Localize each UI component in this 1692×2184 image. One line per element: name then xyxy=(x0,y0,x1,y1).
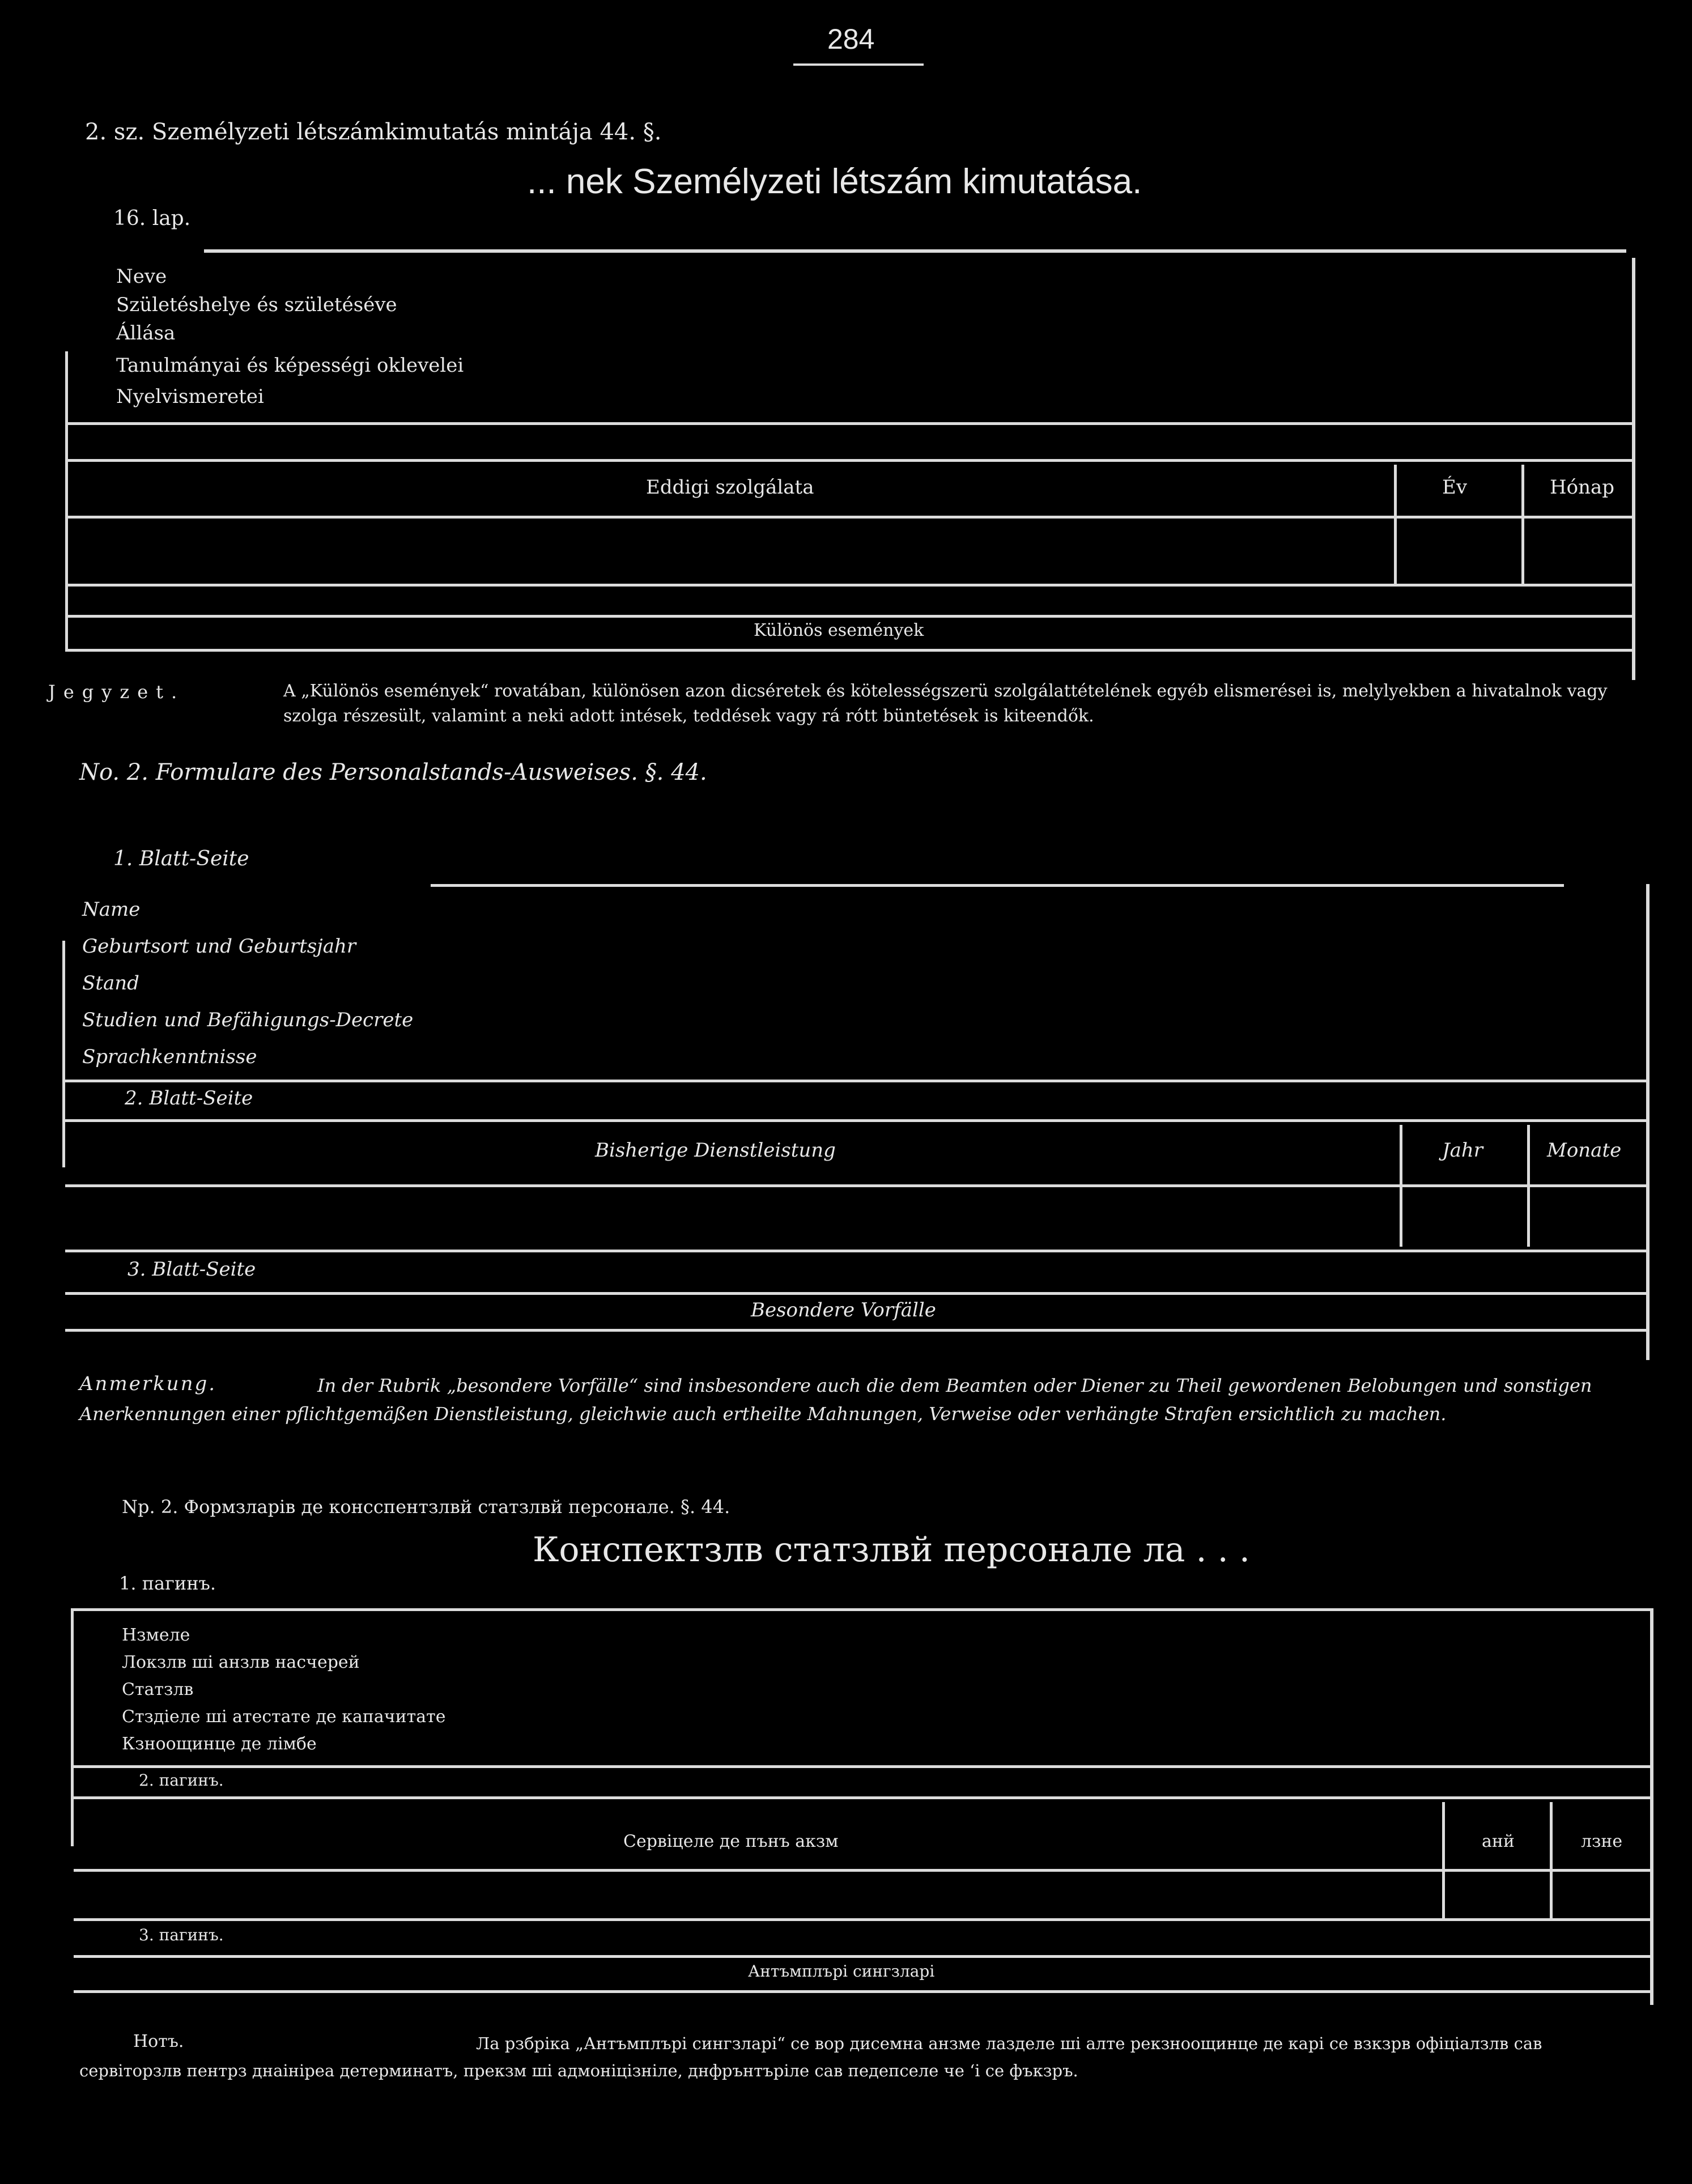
ro-month-header: лзне xyxy=(1581,1832,1623,1851)
ro-page2-label: 2. пагинъ. xyxy=(139,1771,224,1790)
ro-page1-label: 1. пагинъ. xyxy=(119,1573,216,1594)
ro-rule-4 xyxy=(74,1918,1650,1921)
page-number-underline xyxy=(793,63,924,66)
hu-top-rule xyxy=(204,249,1626,253)
hu-field-studies: Tanulmányai és képességi oklevelei xyxy=(116,354,464,377)
hu-service-header: Eddigi szolgálata xyxy=(646,476,814,499)
hu-note-label: Jegyzet. xyxy=(48,681,185,703)
de-rule-4 xyxy=(65,1250,1646,1252)
de-page3-label: 3. Blatt-Seite xyxy=(127,1258,256,1281)
hu-year-header: Év xyxy=(1442,476,1468,499)
ro-note-label: Нотъ. xyxy=(133,2032,184,2051)
ro-page3-label: 3. пагинъ. xyxy=(139,1926,224,1944)
hu-page-label: 16. lap. xyxy=(113,207,191,230)
de-note-text: In der Rubrik „besondere Vorfälle“ sind insbesondere auch die dem Beamten oder Diener zu Theil gewordenen Belobungen und sonstigen Anerkennungen einer pflichtgemäßen Dienstleistung, gleichwie auch ertheilte Mahnungen, Verweise oder verhängte Strafen ersichtlich zu machen. xyxy=(79,1375,1592,1425)
page-number: 284 xyxy=(827,23,875,55)
de-field-status: Stand xyxy=(82,972,139,995)
ro-field-name: Нзмеле xyxy=(122,1625,190,1645)
ro-field-status: Статзлв xyxy=(122,1680,194,1699)
de-field-languages: Sprachkenntnisse xyxy=(82,1046,257,1068)
de-year-header: Jahr xyxy=(1442,1139,1483,1162)
ro-left-border xyxy=(71,1608,74,1846)
ro-note-text: Ла рзбрiка „Антъмплърi сингзларi“ се вор дисемна анзме лазделе шi алте рекзноощинце де карi се взкзрв офiцiалзлв сав сервiторзлв пентрз днаiнiреа детерминатъ, прекзм шi адмонiцiзнiле, днфрънтърiле сав педепселе че ‘i се фъкзръ. xyxy=(79,2034,1542,2080)
ro-rule-3 xyxy=(74,1869,1650,1872)
hu-note-text: A „Különös események“ rovatában, különösen azon dicséretek és kötelességszerü szolgálattételének egyéb elismerései is, melylyekben a hivatalnok vagy szolga részesült, valamint a neki adott intések, teddések vagy rá rótt büntetések is kiteendők. xyxy=(283,681,1608,726)
hu-left-border xyxy=(65,351,68,652)
hu-field-languages: Nyelvismeretei xyxy=(116,385,264,408)
hu-title: ... nek Személyzeti létszám kimutatása. xyxy=(527,162,1142,201)
ro-service-divider-2 xyxy=(1550,1802,1553,1918)
hu-rule-3 xyxy=(68,516,1632,519)
de-rule-2 xyxy=(65,1119,1646,1122)
hu-field-position: Állása xyxy=(116,322,176,345)
de-page2-label: 2. Blatt-Seite xyxy=(125,1087,253,1110)
de-rule-3 xyxy=(65,1184,1646,1187)
ro-service-header: Сервiцеле де пънъ акзм xyxy=(623,1832,839,1851)
ro-field-languages: Кзноощинцe де лiмбе xyxy=(122,1734,317,1754)
hu-header: 2. sz. Személyzeti létszámkimutatás mintája 44. §. xyxy=(85,119,662,145)
de-month-header: Monate xyxy=(1547,1139,1622,1162)
de-left-border xyxy=(62,941,65,1167)
de-page1-label: 1. Blatt-Seite xyxy=(113,847,249,870)
ro-title: Конспектзлв статзлвй персонале ла . . . xyxy=(533,1530,1250,1570)
de-field-birth: Geburtsort und Geburtsjahr xyxy=(82,935,356,958)
ro-service-divider-1 xyxy=(1442,1802,1445,1918)
hu-rule-1 xyxy=(68,422,1632,425)
ro-header: Nр. 2. Формзларiв де консcпентзлвй статзлвй персонале. §. 44. xyxy=(122,1496,730,1518)
ro-right-border xyxy=(1650,1608,1653,2005)
de-field-name: Name xyxy=(82,898,141,921)
de-header: No. 2. Formulare des Personalstands-Ausweises. §. 44. xyxy=(79,759,707,785)
ro-top-rule xyxy=(71,1608,1652,1611)
de-rule-1 xyxy=(65,1080,1646,1082)
hu-field-birth: Születéshelye és születéséve xyxy=(116,294,397,316)
hu-field-name: Neve xyxy=(116,265,167,288)
ro-field-birth: Локзлв шi анзлв насчерей xyxy=(122,1652,360,1672)
de-right-border xyxy=(1646,884,1650,1360)
hu-events-header: Különös események xyxy=(754,621,924,640)
de-events-header: Besondere Vorfälle xyxy=(751,1299,936,1322)
hu-rule-4 xyxy=(68,584,1632,587)
de-note-label: Anmerkung. xyxy=(79,1373,217,1395)
ro-field-studies: Стздiеле шi атестате де капачитате xyxy=(122,1707,446,1727)
hu-right-border xyxy=(1632,258,1635,680)
ro-year-header: анй xyxy=(1482,1832,1515,1851)
ro-rule-6 xyxy=(74,1990,1650,1993)
hu-rule-6 xyxy=(68,649,1632,652)
hu-service-divider-1 xyxy=(1394,465,1397,584)
de-field-studies: Studien und Befähigungs-Decrete xyxy=(82,1009,414,1031)
hu-month-header: Hónap xyxy=(1550,476,1615,499)
de-service-header: Bisherige Dienstleistung xyxy=(595,1139,836,1162)
ro-events-header: Антъмплърi сингзларi xyxy=(748,1962,935,1981)
de-top-rule xyxy=(431,884,1564,887)
hu-service-divider-2 xyxy=(1521,465,1524,584)
ro-rule-2 xyxy=(74,1796,1650,1799)
ro-rule-1 xyxy=(74,1765,1650,1768)
ro-rule-5 xyxy=(74,1955,1650,1958)
hu-rule-2 xyxy=(68,459,1632,462)
de-rule-5 xyxy=(65,1292,1646,1295)
hu-rule-5 xyxy=(68,615,1632,618)
de-rule-6 xyxy=(65,1329,1646,1332)
